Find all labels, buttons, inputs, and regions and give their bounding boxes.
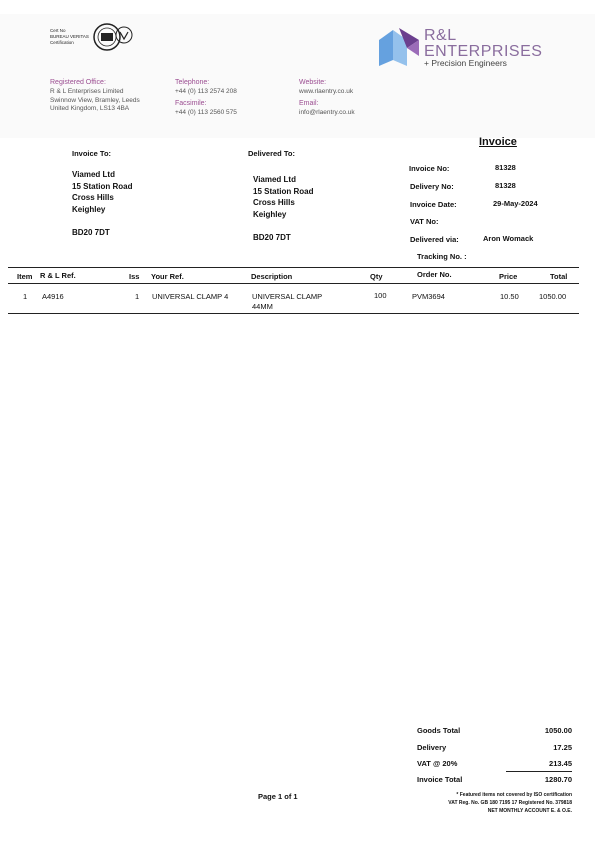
vat-value: 213.45 (549, 759, 572, 768)
invoice-date-label: Invoice Date: (410, 200, 457, 209)
totals-rule (506, 771, 572, 772)
registered-office-label: Registered Office: (50, 79, 106, 86)
cert-line: BUREAU VERITAS (50, 34, 89, 39)
invoice-no-label: Invoice No: (409, 164, 450, 173)
address-line: Swinnow View, Bramley, Leeds (50, 96, 140, 104)
col-header-description: Description (251, 272, 293, 281)
cell-description (252, 292, 322, 312)
cell-your-ref: UNIVERSAL CLAMP 4 (152, 292, 229, 301)
brand-tagline: + Precision Engineers (424, 58, 507, 68)
col-header-order-no: Order No. (417, 270, 452, 279)
address-line: Cross Hills (253, 198, 295, 207)
col-header-total: Total (550, 272, 568, 281)
col-header-rl-ref: R & L Ref. (40, 271, 76, 280)
website-label: Website: (299, 79, 327, 86)
registered-office-address (50, 88, 140, 114)
ukas-mark-icon (114, 22, 134, 52)
col-header-your-ref: Your Ref. (151, 272, 184, 281)
brand-name-line: R&L (424, 27, 457, 44)
address-line: Viamed Ltd (253, 175, 296, 184)
invoice-total-value: 1280.70 (544, 775, 572, 784)
facsimile-value: +44 (0) 113 2560 575 (175, 109, 237, 116)
table-top-rule (8, 267, 579, 268)
cell-total: 1050.00 (539, 292, 567, 301)
description-line: 44MM (252, 302, 273, 311)
vat-label: VAT @ 20% (417, 759, 458, 768)
tracking-no-label: Tracking No. : (417, 252, 467, 261)
goods-total-label: Goods Total (417, 726, 461, 735)
vat-no-label: VAT No: (410, 217, 439, 226)
address-line: 15 Station Road (253, 186, 314, 196)
email-label: Email: (299, 100, 319, 107)
cell-iss: 1 (135, 292, 140, 301)
document-title: Invoice (479, 136, 517, 148)
footer-note-line: NET MONTHLY ACCOUNT E. & O.E. (487, 808, 572, 814)
address-line: Viamed Ltd (72, 170, 115, 179)
col-header-price: Price (499, 272, 518, 281)
telephone-value: +44 (0) 113 2574 208 (175, 88, 237, 95)
certification-text (50, 28, 89, 46)
footer-note-line: VAT Reg. No. GB 180 7195 17 Registered No. 379818 (448, 800, 572, 806)
delivered-to-address (253, 174, 313, 220)
col-header-iss: Iss (129, 272, 140, 281)
col-header-qty: Qty (370, 272, 383, 281)
delivery-label: Delivery (417, 743, 447, 752)
cell-item: 1 (23, 292, 28, 301)
rl-logo-icon (377, 26, 421, 68)
col-header-item: Item (17, 272, 33, 281)
address-line: 15 Station Road (72, 181, 133, 191)
cell-qty: 100 (374, 291, 387, 300)
facsimile-label: Facsimile: (175, 100, 207, 107)
telephone-label: Telephone: (175, 79, 210, 86)
invoice-to-postcode: BD20 7DT (72, 228, 110, 237)
goods-total-value: 1050.00 (544, 726, 572, 735)
description-line: UNIVERSAL CLAMP (252, 292, 323, 301)
invoice-total-label: Invoice Total (417, 775, 463, 784)
address-line: United Kingdom, LS13 4BA (50, 105, 130, 112)
invoice-to-label: Invoice To: (72, 149, 112, 158)
delivery-value: 17.25 (553, 743, 572, 752)
table-bottom-rule (8, 313, 579, 314)
footer-note-line: * Featured items not covered by ISO certification (456, 792, 572, 798)
address-line: Keighley (253, 209, 287, 219)
address-line: Cross Hills (72, 193, 114, 202)
cell-rl-ref: A4916 (42, 292, 64, 301)
brand-name-line: ENTERPRISES (424, 43, 543, 60)
address-line: Keighley (72, 204, 106, 214)
address-line: R & L Enterprises Limited (50, 88, 124, 95)
page-indicator: Page 1 of 1 (258, 792, 298, 801)
cert-line: Cert No (50, 28, 66, 33)
invoice-to-address (72, 169, 132, 215)
invoice-date-value: 29-May-2024 (493, 199, 538, 208)
delivered-via-label: Delivered via: (410, 235, 459, 244)
website-link[interactable]: www.rlaentry.co.uk (299, 88, 354, 95)
delivery-no-label: Delivery No: (410, 182, 454, 191)
delivered-via-value: Aron Womack (483, 234, 534, 243)
footer-notes (372, 791, 572, 815)
delivered-to-postcode: BD20 7DT (253, 233, 291, 242)
cert-line: Certification (50, 40, 74, 45)
table-header-rule (8, 283, 579, 284)
delivery-no-value: 81328 (495, 181, 516, 190)
cell-price: 10.50 (500, 292, 519, 301)
brand-wordmark (424, 28, 542, 60)
cell-order-no: PVM3694 (412, 292, 445, 301)
email-link[interactable]: info@rlaentry.co.uk (299, 109, 355, 116)
delivered-to-label: Delivered To: (248, 149, 295, 158)
invoice-no-value: 81328 (495, 163, 516, 172)
